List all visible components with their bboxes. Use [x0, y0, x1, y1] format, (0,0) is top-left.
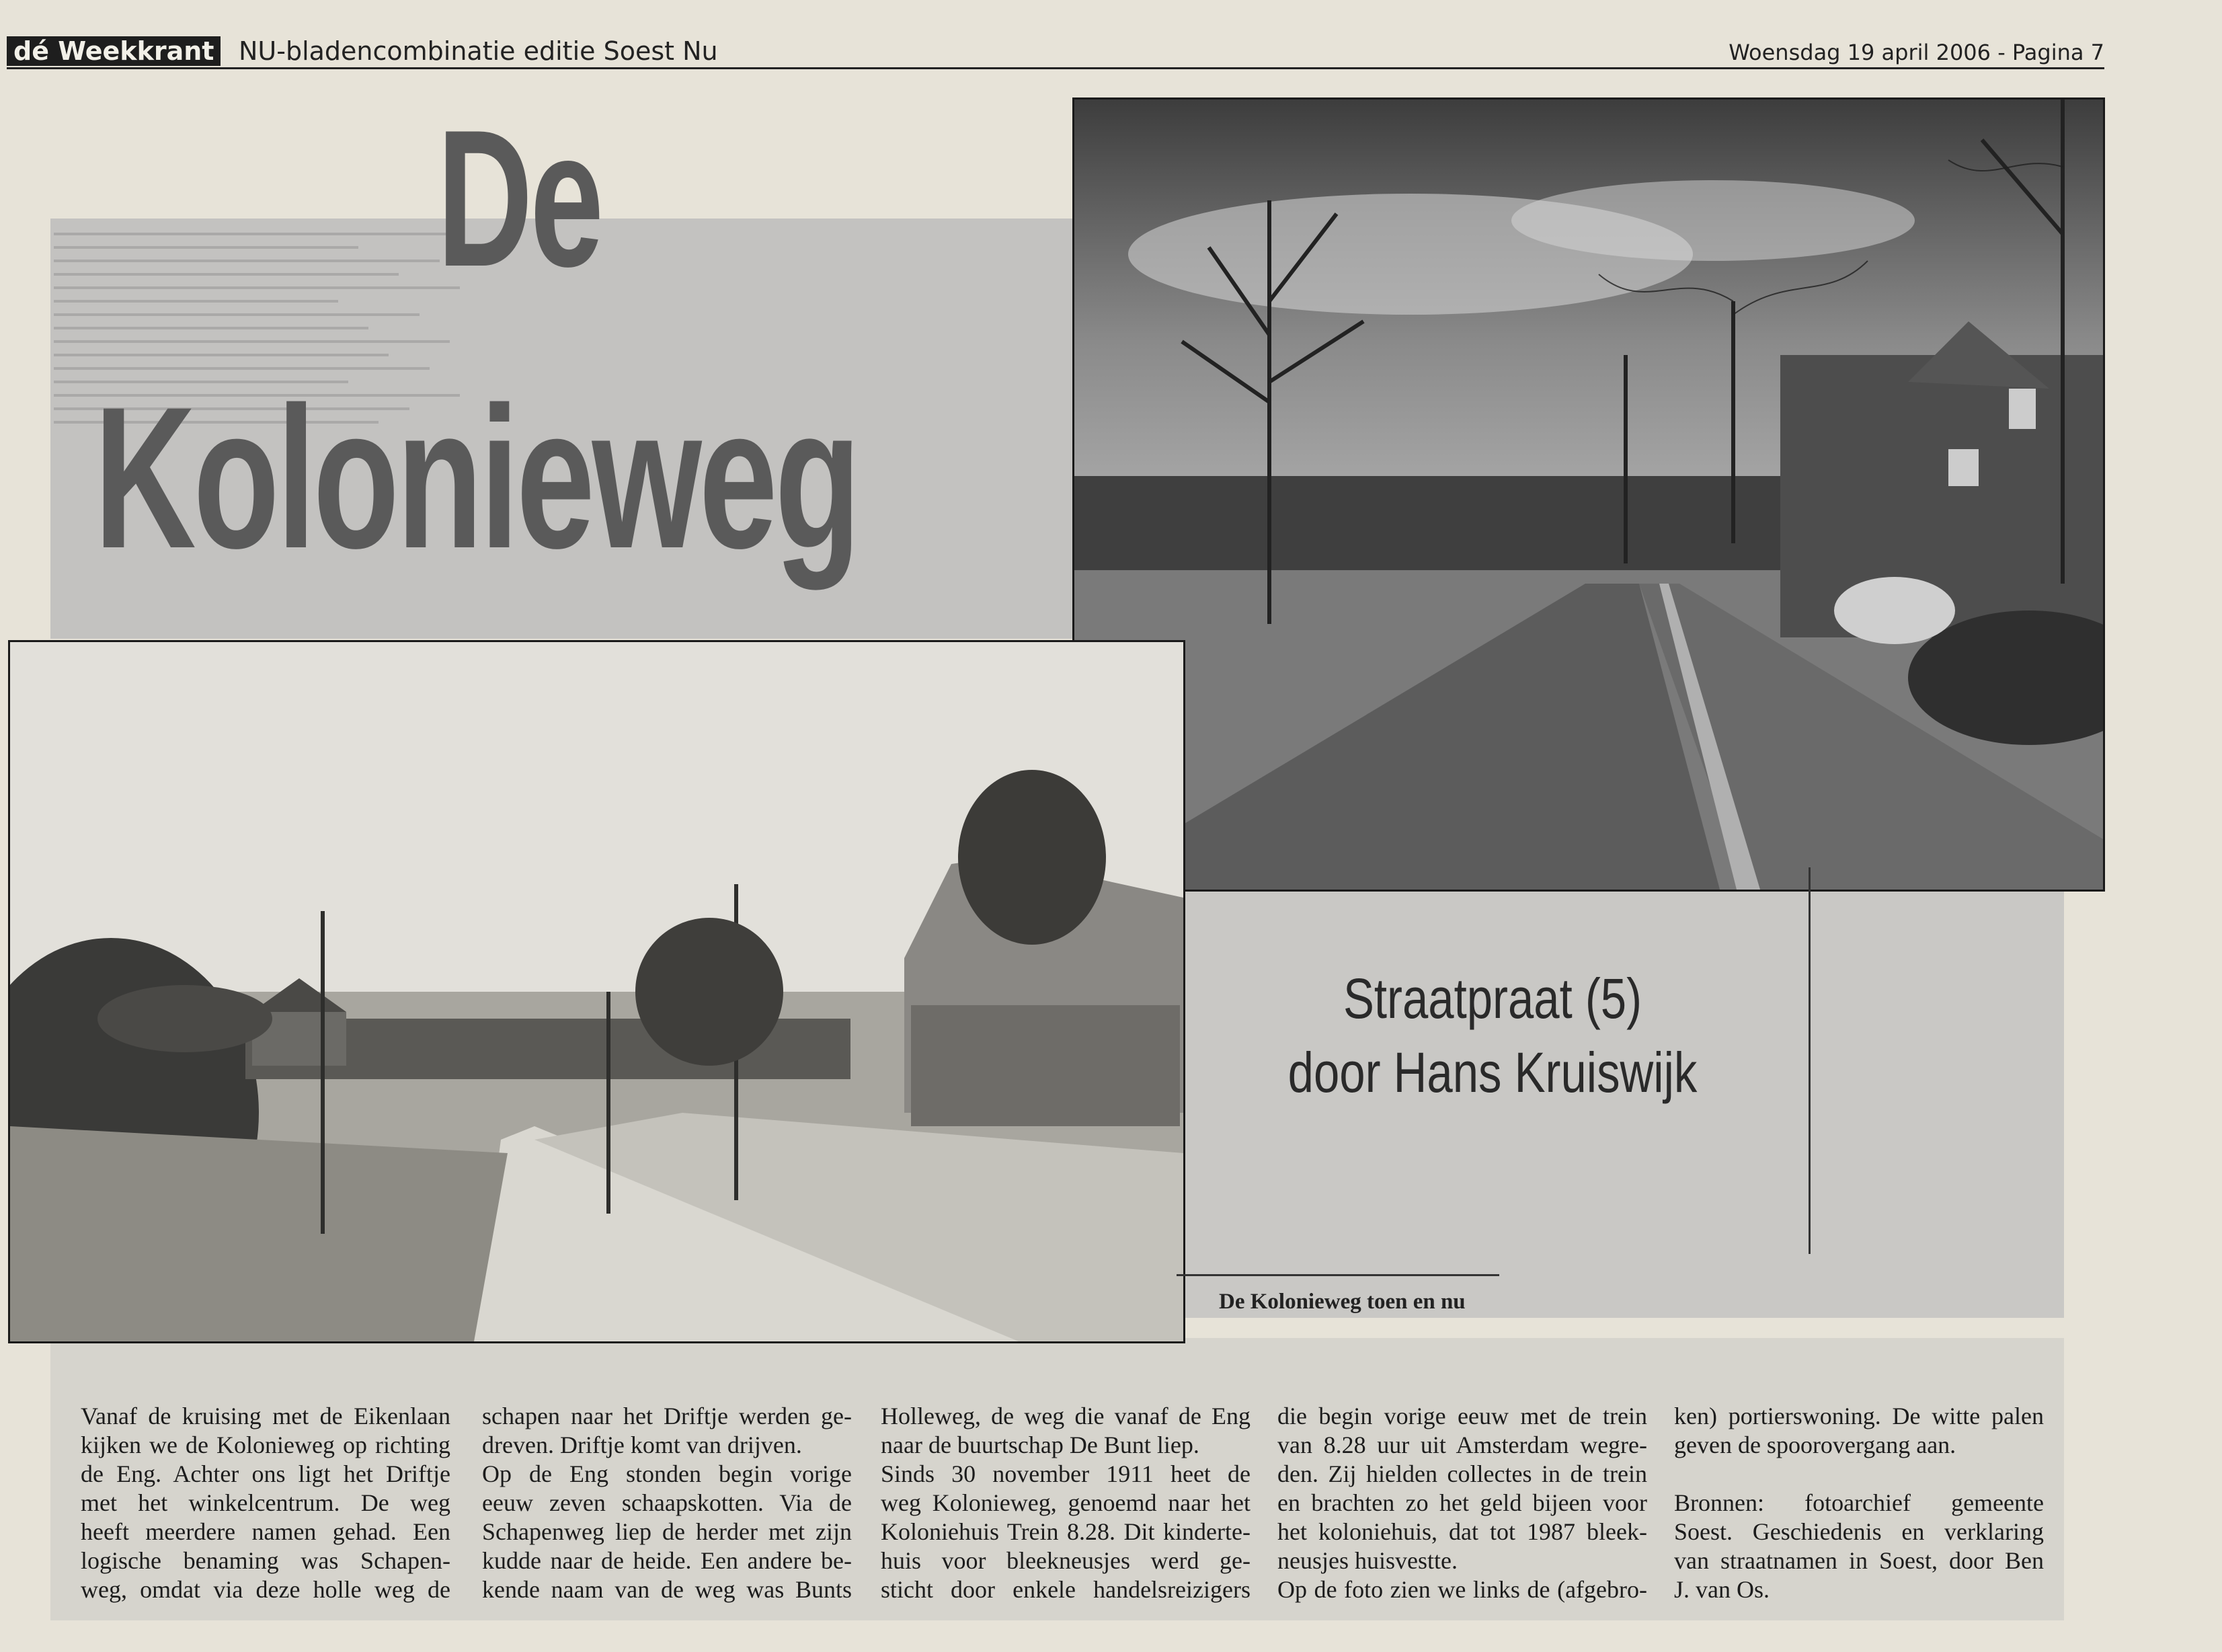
text-line: Op de foto zien we links de (afgebro- — [1277, 1576, 1647, 1603]
article-body — [81, 1402, 2057, 1604]
text-line: dreven. Driftje komt van drijven. — [482, 1431, 802, 1458]
masthead — [7, 34, 2104, 69]
text-line: logische benaming was Schapen- — [81, 1547, 450, 1574]
headline — [87, 89, 1042, 625]
text-line: den. Zij hielden collectes in de trein — [1277, 1460, 1647, 1487]
text-line: Op de Eng stonden begin vorige — [482, 1460, 852, 1487]
text-line: ken) portierswoning. De witte palen — [1674, 1403, 2044, 1429]
text-line: met het winkelcentrum. De weg — [81, 1489, 450, 1516]
article-column-3 — [881, 1402, 1251, 1604]
text-line: Holleweg, de weg die vanaf de Eng — [881, 1403, 1251, 1429]
photo-kolonieweg-now — [1072, 97, 2105, 892]
newspaper-logo: dé Weekkrant — [7, 36, 221, 66]
text-line: weg Kolonieweg, genoemd naar het — [881, 1489, 1251, 1516]
text-line: Soest. Geschiedenis en verklaring — [1674, 1518, 2044, 1545]
text-line: Bronnen: fotoarchief gemeente — [1674, 1489, 2044, 1516]
text-line: geven de spoorovergang aan. — [1674, 1431, 1956, 1458]
vertical-rule — [1809, 867, 1811, 1254]
headline-line-2: Kolonieweg — [94, 364, 859, 590]
article-column-5 — [1674, 1402, 2044, 1604]
text-line: Schapenweg liep de herder met zijn — [482, 1518, 852, 1545]
text-line: heeft meerdere namen gehad. Een — [81, 1518, 450, 1545]
caption-rule — [1177, 1274, 1499, 1276]
article-column-4 — [1277, 1402, 1647, 1604]
text-line: die begin vorige eeuw met de trein — [1277, 1403, 1647, 1429]
edition-label: NU-bladencombinatie editie Soest Nu — [239, 36, 718, 66]
text-line — [1674, 1460, 2044, 1489]
text-line: neusjes huisvestte. — [1277, 1547, 1458, 1574]
issue-date: Woensdag 19 april 2006 - Pagina 7 — [1729, 40, 2104, 65]
subtitle-line-2: door Hans Kruiswijk — [1287, 1041, 1698, 1104]
text-line: Sinds 30 november 1911 heet de — [881, 1460, 1251, 1487]
text-line: kende naam van de weg was Bunts — [482, 1576, 852, 1603]
text-line: sticht door enkele handelsreizigers — [881, 1576, 1251, 1603]
text-line: de Eng. Achter ons ligt het Driftje — [81, 1460, 450, 1487]
text-line: naar de buurtschap De Bunt liep. — [881, 1431, 1199, 1458]
text-line: en brachten zo het geld bijeen voor — [1277, 1489, 1647, 1516]
article-subtitle — [1283, 961, 1702, 1109]
text-line: van 8.28 uur uit Amsterdam wegre- — [1277, 1431, 1647, 1458]
subtitle-line-1: Straatpraat (5) — [1343, 967, 1642, 1030]
text-line: huis voor bleekneusjes werd ge- — [881, 1547, 1251, 1574]
photo-caption: De Kolonieweg toen en nu — [1219, 1290, 1466, 1314]
text-line: Koloniehuis Trein 8.28. Dit kinderte- — [881, 1518, 1251, 1545]
photo-kolonieweg-then — [8, 640, 1185, 1343]
text-line: het koloniehuis, dat tot 1987 bleek- — [1277, 1518, 1647, 1545]
text-line: J. van Os. — [1674, 1576, 1770, 1603]
text-line: weg, omdat via deze holle weg de — [81, 1576, 450, 1603]
text-line: schapen naar het Driftje werden ge- — [482, 1403, 852, 1429]
text-line: Vanaf de kruising met de Eikenlaan — [81, 1403, 450, 1429]
text-line: kudde naar de heide. Een andere be- — [482, 1547, 852, 1574]
headline-line-1: De — [437, 89, 601, 307]
article-column-2 — [482, 1402, 852, 1604]
text-line: kijken we de Kolonieweg op richting — [81, 1431, 450, 1458]
text-line: van straatnamen in Soest, door Ben — [1674, 1547, 2044, 1574]
article-column-1 — [81, 1402, 450, 1604]
text-line: eeuw zeven schaapskotten. Via de — [482, 1489, 852, 1516]
